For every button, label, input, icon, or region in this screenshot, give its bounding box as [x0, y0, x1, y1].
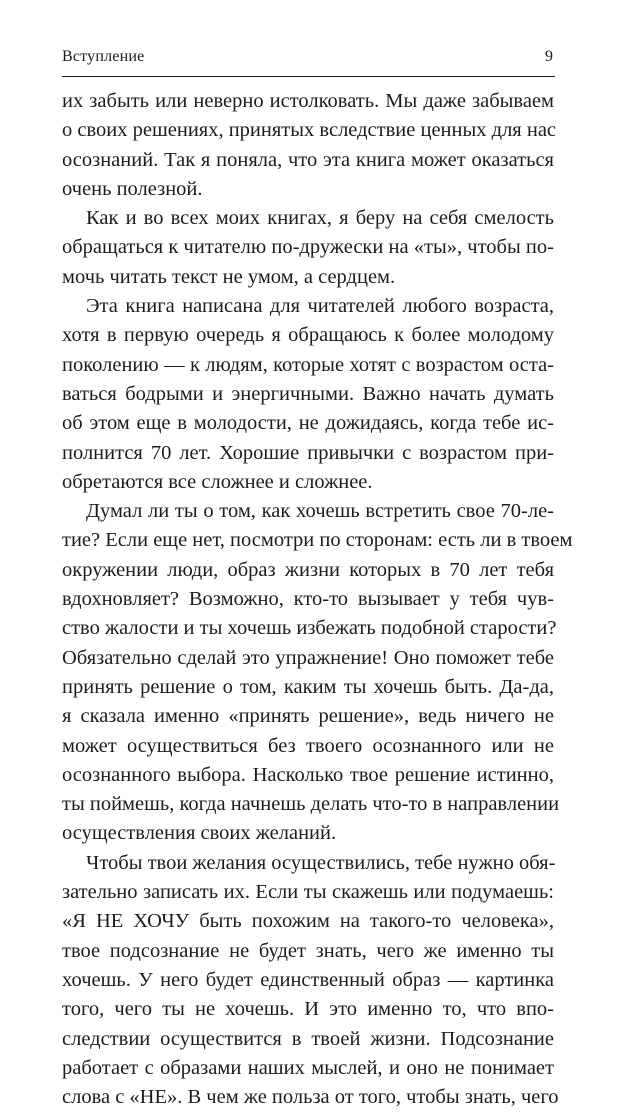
header-rule	[62, 76, 555, 77]
body-text	[62, 87, 573, 1112]
text-line: твое подсознание не будет знать, чего же именно ты	[62, 939, 554, 962]
text-line: слова с «НЕ». В чем же польза от того, чтобы знать, чего	[62, 1086, 559, 1109]
text-line: Обязательно сделай это упражнение! Оно поможет тебе	[62, 646, 554, 669]
text-line: Чтобы твои желания осуществились, тебе нужно обя-	[86, 851, 556, 874]
page-number: 9	[545, 48, 553, 65]
text-line: осознаний. Так я поняла, что эта книга может оказаться	[62, 148, 554, 171]
text-line: Как и во всех моих книгах, я беру на себя смелость	[86, 207, 554, 230]
text-line: полнится 70 лет. Хорошие привычки с возрастом при-	[62, 441, 554, 464]
text-line: того, чего ты не хочешь. И это именно то, что впо-	[62, 998, 554, 1021]
text-line: вдохновляет? Возможно, кто-то вызывает у тебя чув-	[62, 588, 554, 611]
text-line: хочешь. У него будет единственный образ — картинка	[62, 968, 554, 991]
text-line: следствии осуществится в твоей жизни. Подсознание	[62, 1027, 554, 1050]
text-line: поколению — к людям, которые хотят с возрастом оста-	[62, 353, 554, 376]
text-line: мочь читать текст не умом, а сердцем.	[62, 265, 396, 288]
text-line: Эта книга написана для читателей любого возраста,	[86, 295, 554, 318]
text-line: ты поймешь, когда начнешь делать что-то в направлении	[62, 793, 560, 816]
text-line: «Я НЕ ХОЧУ быть похожим на такого-то человека»,	[62, 910, 554, 933]
text-line: окружении люди, образ жизни которых в 70 лет тебя	[62, 558, 554, 581]
text-line: осознанного выбора. Насколько твое решение истинно,	[62, 763, 554, 786]
text-line: осуществления своих желаний.	[62, 822, 337, 845]
text-line: принять решение о том, каким ты хочешь быть. Да-да,	[62, 675, 554, 698]
text-line: ваться бодрыми и энергичными. Важно начать думать	[62, 382, 554, 405]
text-line: ство жалости и ты хочешь избежать подобной старости?	[62, 617, 557, 640]
text-line: обретаются все сложнее и сложнее.	[62, 470, 373, 493]
text-line: тие? Если еще нет, посмотри по сторонам: есть ли в твоем	[62, 529, 573, 552]
running-head-title: Вступление	[62, 48, 145, 65]
text-line: о своих решениях, принятых вследствие ценных для нас	[62, 119, 557, 142]
text-line: их забыть или неверно истолковать. Мы даже забываем	[62, 90, 554, 112]
text-line: я сказала именно «принять решение», ведь ничего не	[62, 705, 554, 728]
text-line: об этом еще в молодости, не дожидаясь, когда тебе ис-	[62, 412, 554, 435]
text-line: очень полезной.	[62, 177, 203, 200]
text-line: работает с образами наших мыслей, и оно не понимает	[62, 1056, 554, 1079]
text-line: зательно записать их. Если ты скажешь или подумаешь:	[62, 881, 554, 904]
text-line: хотя в первую очередь я обращаюсь к более молодому	[62, 324, 554, 347]
text-line: обращаться к читателю по-дружески на «ты», чтобы по-	[62, 236, 554, 259]
text-line: Думал ли ты о том, как хочешь встретить свое 70-ле-	[86, 500, 554, 523]
text-line: может осуществиться без твоего осознанного или не	[62, 734, 554, 757]
